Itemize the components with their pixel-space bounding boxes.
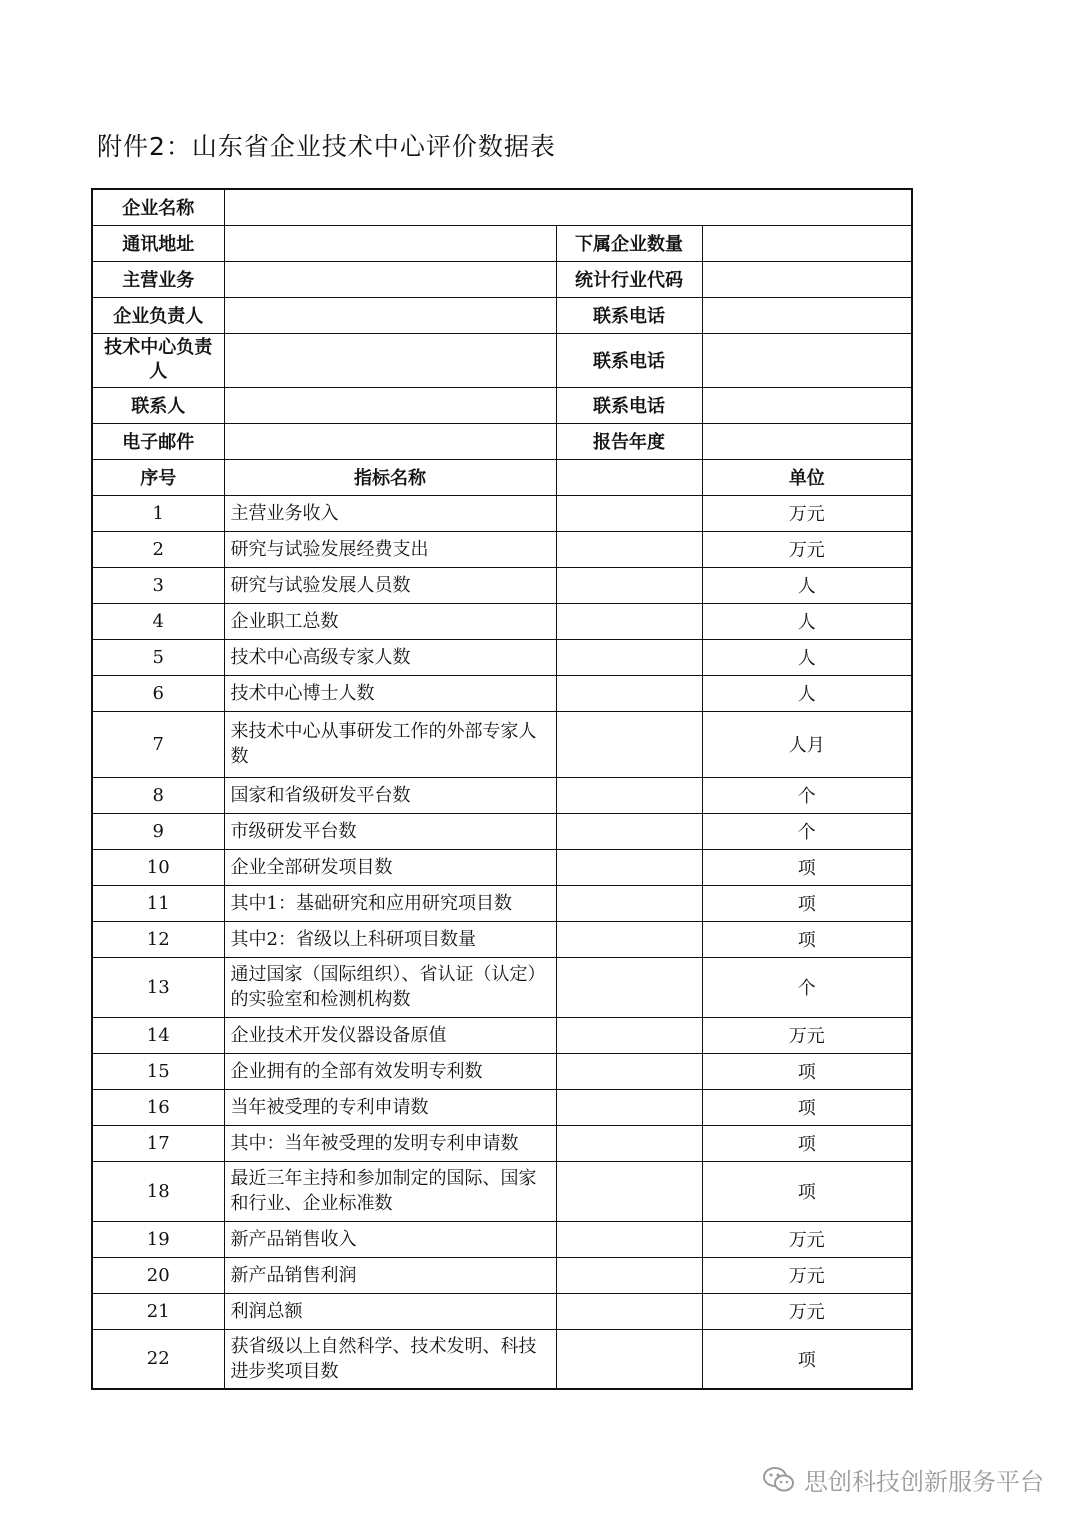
table-row [92,567,912,603]
indicator-unit: 项 [702,921,912,957]
indicator-name: 利润总额 [224,1293,556,1329]
phone-field[interactable] [702,333,912,387]
indicator-number: 20 [92,1257,224,1293]
indicator-unit: 个 [702,777,912,813]
indicator-value-field[interactable] [556,1161,702,1221]
indicator-value-field[interactable] [556,1329,702,1389]
indicator-value-field[interactable] [556,603,702,639]
indicator-header-row [92,459,912,495]
indicator-number: 4 [92,603,224,639]
info-row-contact [92,387,912,423]
table-row [92,1329,912,1389]
indicator-number: 18 [92,1161,224,1221]
indicator-unit: 万元 [702,1293,912,1329]
indicator-number: 7 [92,711,224,777]
address-field[interactable] [224,225,556,261]
indicator-number: 5 [92,639,224,675]
indicator-number: 12 [92,921,224,957]
indicator-number: 3 [92,567,224,603]
indicator-name: 来技术中心从事研发工作的外部专家人数 [224,711,556,777]
indicator-name: 国家和省级研发平台数 [224,777,556,813]
indicator-list [92,495,912,1389]
indicator-value-field[interactable] [556,711,702,777]
indicator-unit: 项 [702,1125,912,1161]
info-label: 电子邮件 [92,423,224,459]
info-label: 企业负责人 [92,297,224,333]
indicator-value-field[interactable] [556,1089,702,1125]
indicator-number: 21 [92,1293,224,1329]
indicator-value-field[interactable] [556,567,702,603]
info-right-label: 统计行业代码 [556,261,702,297]
table-row [92,603,912,639]
table-row [92,1089,912,1125]
info-row-business [92,261,912,297]
wechat-icon [762,1466,796,1494]
indicator-unit: 万元 [702,1257,912,1293]
contact-field[interactable] [224,387,556,423]
indicator-value-field[interactable] [556,495,702,531]
center-head-field[interactable] [224,333,556,387]
indicator-number: 9 [92,813,224,849]
indicator-value-field[interactable] [556,639,702,675]
value-header [556,459,702,495]
indicator-unit: 项 [702,885,912,921]
indicator-value-field[interactable] [556,849,702,885]
table-row [92,885,912,921]
indicator-unit: 万元 [702,1017,912,1053]
evaluation-data-table [91,188,913,1390]
indicator-unit: 个 [702,813,912,849]
indicator-name: 企业技术开发仪器设备原值 [224,1017,556,1053]
indicator-value-field[interactable] [556,1017,702,1053]
info-right-label: 联系电话 [556,387,702,423]
indicator-number: 11 [92,885,224,921]
indicator-unit: 人 [702,639,912,675]
table-row [92,1293,912,1329]
table-row [92,849,912,885]
indicator-value-field[interactable] [556,921,702,957]
page-title: 附件2：山东省企业技术中心评价数据表 [97,132,556,161]
indicator-unit: 万元 [702,495,912,531]
indicator-number: 14 [92,1017,224,1053]
indicator-name: 通过国家（国际组织）、省认证（认定）的实验室和检测机构数 [224,957,556,1017]
phone-field[interactable] [702,387,912,423]
indicator-unit: 个 [702,957,912,1017]
table-row [92,639,912,675]
table-row [92,777,912,813]
info-row-center-head [92,333,912,387]
indicator-value-field[interactable] [556,531,702,567]
indicator-number: 10 [92,849,224,885]
business-field[interactable] [224,261,556,297]
indicator-unit: 万元 [702,531,912,567]
unit-header: 单位 [702,459,912,495]
indicator-number: 1 [92,495,224,531]
info-label: 联系人 [92,387,224,423]
indicator-number: 16 [92,1089,224,1125]
info-right-label: 联系电话 [556,297,702,333]
company-head-field[interactable] [224,297,556,333]
indicator-name: 其中2：省级以上科研项目数量 [224,921,556,957]
info-row-address [92,225,912,261]
indicator-name: 新产品销售利润 [224,1257,556,1293]
indicator-value-field[interactable] [556,1125,702,1161]
index-header: 序号 [92,459,224,495]
indicator-name: 企业全部研发项目数 [224,849,556,885]
table-row [92,1161,912,1221]
table-row [92,1125,912,1161]
subsidiary-count-field[interactable] [702,225,912,261]
indicator-value-field[interactable] [556,1257,702,1293]
indicator-number: 6 [92,675,224,711]
indicator-value-field[interactable] [556,777,702,813]
table-row [92,531,912,567]
indicator-name: 研究与试验发展经费支出 [224,531,556,567]
indicator-name: 技术中心博士人数 [224,675,556,711]
table-row [92,711,912,777]
indicator-name: 企业拥有的全部有效发明专利数 [224,1053,556,1089]
indicator-value-field[interactable] [556,885,702,921]
company-name-field[interactable] [224,189,912,225]
table-row [92,813,912,849]
table-row [92,675,912,711]
table-row [92,1053,912,1089]
indicator-name: 其中1：基础研究和应用研究项目数 [224,885,556,921]
info-row-company-name [92,189,912,225]
indicator-number: 17 [92,1125,224,1161]
name-header: 指标名称 [224,459,556,495]
info-row-company-head [92,297,912,333]
info-right-label: 联系电话 [556,333,702,387]
info-right-label: 下属企业数量 [556,225,702,261]
info-label: 通讯地址 [92,225,224,261]
table-row [92,921,912,957]
indicator-unit: 人 [702,603,912,639]
indicator-name: 研究与试验发展人员数 [224,567,556,603]
table-row [92,495,912,531]
table-row [92,1017,912,1053]
indicator-unit: 项 [702,1089,912,1125]
indicator-number: 19 [92,1221,224,1257]
table-row [92,1221,912,1257]
indicator-unit: 项 [702,1329,912,1389]
indicator-name: 当年被受理的专利申请数 [224,1089,556,1125]
indicator-value-field[interactable] [556,1221,702,1257]
indicator-value-field[interactable] [556,957,702,1017]
indicator-unit: 人 [702,675,912,711]
indicator-unit: 万元 [702,1221,912,1257]
indicator-value-field[interactable] [556,1053,702,1089]
watermark [762,1462,1044,1497]
indicator-number: 15 [92,1053,224,1089]
indicator-unit: 人 [702,567,912,603]
indicator-name: 新产品销售收入 [224,1221,556,1257]
indicator-name: 获省级以上自然科学、技术发明、科技进步奖项目数 [224,1329,556,1389]
indicator-name: 技术中心高级专家人数 [224,639,556,675]
indicator-value-field[interactable] [556,813,702,849]
report-year-field[interactable] [702,423,912,459]
indicator-value-field[interactable] [556,675,702,711]
info-right-label: 报告年度 [556,423,702,459]
indicator-name: 主营业务收入 [224,495,556,531]
indicator-unit: 项 [702,1053,912,1089]
info-label: 企业名称 [92,189,224,225]
table-row [92,957,912,1017]
email-field[interactable] [224,423,556,459]
industry-code-field[interactable] [702,261,912,297]
watermark-text: 思创科技创新服务平台 [804,1468,1044,1496]
indicator-number: 13 [92,957,224,1017]
indicator-number: 22 [92,1329,224,1389]
indicator-name: 其中：当年被受理的发明专利申请数 [224,1125,556,1161]
info-row-email [92,423,912,459]
indicator-number: 8 [92,777,224,813]
info-label: 主营业务 [92,261,224,297]
indicator-unit: 项 [702,1161,912,1221]
info-label: 技术中心负责人 [92,333,224,387]
indicator-unit: 项 [702,849,912,885]
indicator-name: 企业职工总数 [224,603,556,639]
table-row [92,1257,912,1293]
indicator-unit: 人月 [702,711,912,777]
indicator-value-field[interactable] [556,1293,702,1329]
indicator-name: 市级研发平台数 [224,813,556,849]
phone-field[interactable] [702,297,912,333]
indicator-number: 2 [92,531,224,567]
indicator-name: 最近三年主持和参加制定的国际、国家和行业、企业标准数 [224,1161,556,1221]
